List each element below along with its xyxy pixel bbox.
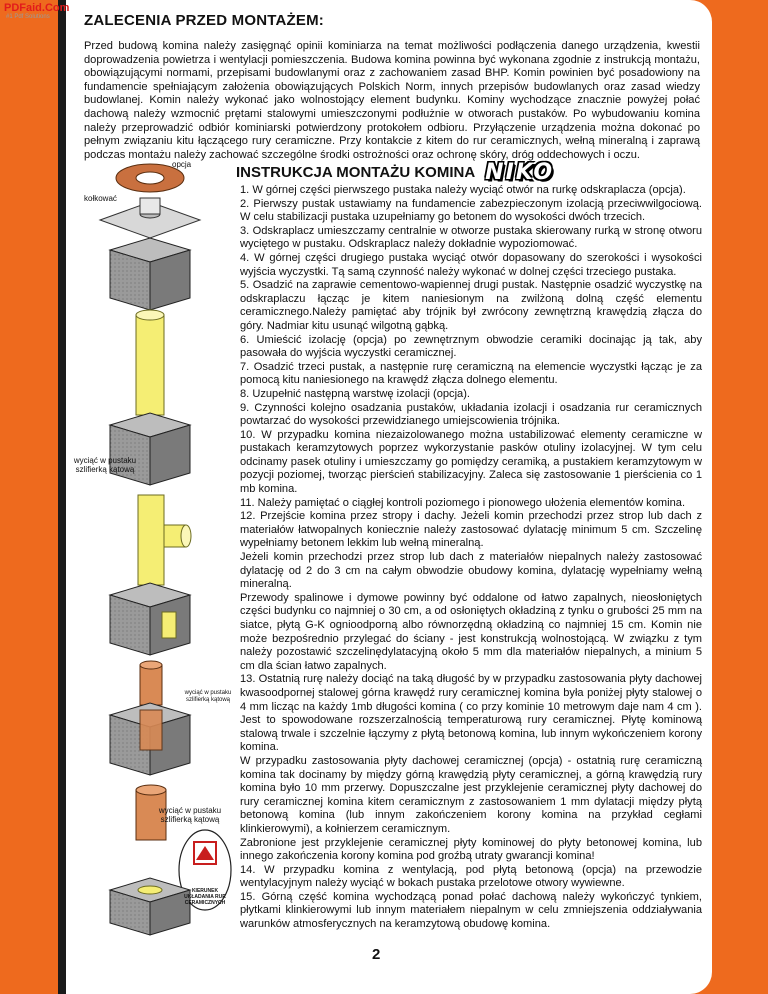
step-8: 8. Uzupełnić następną warstwę izolacji (opcja). [240,387,470,400]
step-2: 2. Pierwszy pustak ustawiamy na fundamencie zabezpieczonym izolacją przeciwwilgociową. W celu stabilizacji pustaka uzupełniamy go betonem do wysokości dwóch trzecich. [240,197,702,224]
chimney-assembly-illustration [70,150,238,945]
step-12: 12. Przejście komina przez stropy i dachy. Jeżeli komin przechodzi przez strop lub dach z materiałów łatwopalnych koniecznie należy zastosować dylatację minimum 5 cm. Szczelinę wypełniamy betonem lekkim lub wełną mineralną. [240,510,702,550]
step-10: 10. W przypadku komina niezaizolowanego można ustabilizować elementy ceramiczne w pustakach keramzytowych poprzez wykorzystanie pasków otuliny izolacyjnej. W tym celu odcinamy pasek otuliny i umieszczamy go pomiędzy ceramiką, a pustakiem keramzytowym w pozycji poziomej, tworząc pierścień stabilizacyjny. Zaleca się zastosowanie 1 pierścienia co 1 mb komina. [240,428,702,496]
label-cut-3: wyciąć w pustaku szlifierką kątową [158,806,222,824]
step-12-b: Jeżeli komin przechodzi przez strop lub dach z materiałów niepalnych należy zastosować dylatację od 2 do 3 cm na całym obwodzie obudowy komina, dylatację wypełniamy wełną mineralną. [240,551,702,591]
step-9: 9. Czynności kolejno osadzania pustaków, układania izolacji i osadzania rur ceramicznych powtarzać do wysokości przewidzianego umiejscowienia trójnika. [240,401,702,428]
cap-plate-icon [100,198,200,238]
step-13-b: W przypadku zastosowania płyty dachowej ceramicznej (opcja) - ostatnią rurę ceramiczną komina tak docinamy by między górną krawędzią płyty ceramicznej, a górną krawędzią rury komina było 10 mm przerwy. Dopuszczalne jest przyklejenie ceramicznej płyty dachowej do rury ceramicznej komina kitem ceramicznym z zastosowaniem 1 mm dylatacji między płytą betonową komina (lub innym zakończeniem korony komina na przykład cegłami klinkierowymi), a kołnierzem ceramicznym. [240,754,702,835]
foundation-block-icon [110,878,190,935]
block-4-icon [110,703,190,775]
page-title: ZALECENIA PRZED MONTAŻEM: [84,12,324,29]
condensate-collector-icon [140,661,162,705]
brand-logo: NIKO [485,160,555,185]
label-kolkowac: kołkować [84,194,117,203]
step-3: 3. Odskraplacz umieszczamy centralnie w otworze pustaka skierowany rurką w stronę otworu wyciętego w pustaku. Odskraplacz należy dokładnie wypoziomować. [240,224,702,251]
step-5: 5. Osadzić na zaprawie cementowo-wapiennej drugi pustak. Następnie osadzić wyczystkę na odskraplaczu łącząc je kitem naniesionym na zwilżoną dolną część elementu ceramicznego.Należy pamiętać aby trójnik był zwrócony zewnętrzną krawędzią złącza do góry. Nadmiar kitu usunąć wilgotną gąbką. [240,279,702,332]
left-stripe [58,0,66,994]
block-2-icon [110,413,190,485]
step-4: 4. W górnej części drugiego pustaka wyciąć otwór dopasowany do szerokości i wysokości wyjścia wyczystki. Tą samą czynność należy wykonać w dolnej części trzeciego pustaka. [240,251,702,278]
step-6: 6. Umieścić izolację (opcja) po zewnętrznym obwodzie ceramiki docinając ją tak, aby pasowała do wyjścia wyczystki ceramicznej. [240,333,702,360]
label-cut-2: wyciąć w pustaku szlifierką kątową [184,690,232,703]
label-opcja: opcja [172,160,192,169]
label-direction: KIERUNEK UKŁADANIA RUR CERAMICZNYCH [184,888,226,906]
step-14: 14. W przypadku komina z wentylacją, pod płytą betonową (opcja) na przewodzie wentylacyjnym należy wyciąć w bokach pustaka przelotowe otwory wywiewne. [240,863,702,890]
label-cut-1: wyciąć w pustaku szlifierką kątową [73,456,137,474]
step-1: 1. W górnej części pierwszego pustaka należy wyciąć otwór na rurkę odskraplacza (opcja). [240,184,686,196]
step-15: 15. Górną część komina wychodzącą ponad połać dachową należy wykończyć tynkiem, płytkami klinkierowymi lub innym materiałem niepalnym w celu zmniejszenia oddziaływania warunków atmosferycznych na keramzytową obudowę komina. [240,890,702,931]
step-12-c: Przewody spalinowe i dymowe powinny być oddalone od łatwo zapalnych, nieosłoniętych części budynku co najmniej o 30 cm, a od osłoniętych okładziną z tynku o grubości 25 mm na siatce, płytą G-K ognioodporną albo równorzędną okładziną co najmniej 15 cm. Komin nie może bezpośrednio przylegać do ściany - jest konstrukcją wolnostojącą. W związku z tym należy pozostawić szczelinędylatacyjną około 5 mm dla materiałów niepalnych, a minium 5 cm dla ścian łatwo zapalnych. [240,591,702,672]
step-13: 13. Ostatnią rurę należy dociąć na taką długość by w przypadku zastosowania płyty dachowej kwasoodpornej stalowej górna krawędź rury ceramicznej komina była poniżej płyty stalowej o 4 mm licząc na każdy 1mb długości komina ( co przy kominie 10 metrowym daje nam 4 cm ). Jest to spowodowane rozszerzalnością temperaturową rury ceramicznej. Płytę kominową stalową trwale i szczelnie łączymy z płytą betonową komina, lub innym wykończeniem korony komina. [240,673,702,754]
block-3-icon [110,583,190,655]
step-7: 7. Osadzić trzeci pustak, a następnie rurę ceramiczną na elemencie wyczystki łącząc je za pomocą kitu naniesionego na krawędź złącza dolnego elementu. [240,360,702,387]
page-number: 2 [372,946,381,963]
step-11: 11. Należy pamiętać o ciągłej kontroli poziomego i pionowego ułożenia elementów komina. [240,496,686,509]
instructions-heading [236,160,554,185]
instruction-steps [240,184,702,932]
watermark-site[interactable]: PDFaid.Com [4,2,70,14]
block-1-icon [110,238,190,310]
step-13-c: Zabronione jest przyklejenie ceramicznej płyty kominowej do płyty betonowej komina, lub innego zakończenia korony komina pod groźbą utraty gwarancji komina! [240,836,702,863]
instructions-title: INSTRUKCJA MONTAŻU KOMINA [236,164,476,181]
watermark-tagline: #1 Pdf Solutions [6,14,50,20]
intro-paragraph: Przed budową komina należy zasięgnąć opinii kominiarza na temat możliwości podłączenia danego urządzenia, kwestii doprowadzenia powietrza i wentylacji pomieszczenia. Budowa komina powinna być wykonana zgodnie z instrukcją montażu, obowiązującymi normami, przepisami budowlanymi oraz z zachowaniem zasad BHP. Komin powinien być posadowiony na fundamencie spełniającym założenia obowiązujących Polskich Norm, innych przepisów budowlanych oraz zasad wiedzy budowlanej. Komin należy wykonać jako wolnostojący element budynku. Kominy wychodzące znacznie powyżej połać dachową należy wzmocnić prętami stalowymi umieszczonymi podłużnie w otworach pustaków. Po wybudowaniu komina należy przeprowadzić odbiór kominiarski potwierdzony protokołem odbioru. Przyłączenie urządzenia można dokonać po pełnym związaniu kitu łączącego rury ceramiczne. Przy kontakcie z kitem do rur ceramicznych, wełną mineralną i zaprawą podczas montażu należy zachować szczególne środki ostrożności oraz ochronę skóry, dróg oddechowych i oczu. [84,40,700,161]
tee-pipe-icon [138,495,191,585]
ceramic-pipe-top-icon [136,310,164,415]
